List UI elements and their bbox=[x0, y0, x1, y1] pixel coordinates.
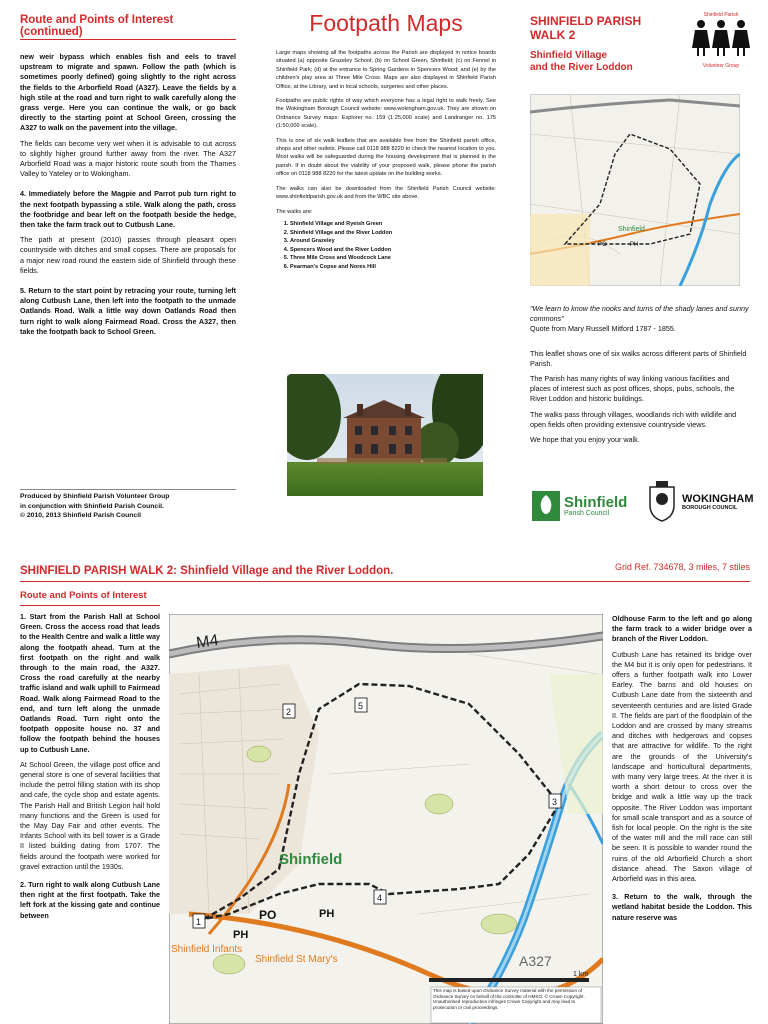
wokingham-logo-text: WOKINGHAM bbox=[682, 493, 754, 505]
step-2-continued: Oldhouse Farm to the left and go along the farm track to a wider bridge over a branch of the River Loddon. bbox=[612, 614, 752, 644]
mitford-attribution: Quote from Mary Russell Mitford 1787 - 1855. bbox=[530, 324, 676, 334]
cutbush-note: Cutbush Lane has retained its bridge over the M4 but it is only open for pedestrians. It offers a further footpath walk into Lower Earley. The barns and old houses on Cutbush Lane date from the sixteenth and seventeenth centuries and are listed Grade II. The fields are part of the floodplain of the Loddon and are crossed by many streams and ditches with hedgerows and copses that are attractive for wildlife. To the right are the grounds of the University's landscape and horticultural departments, with many very large trees. At the river it is worth a short detour to cross over the bridge and walk a little way up the track opposite. The River Loddon was important for small scale transport and as a source of fish for local people. On the right is the site of the water mill and the mill race can still be seen. It is possible to wander round the ruins of the old Arborfield Church a short distance ahead. The Saxon village of Arborfield was in this area. bbox=[612, 649, 752, 884]
banner-title: SHINFIELD PARISH WALK 2: Shinfield Village and the River Loddon. bbox=[20, 565, 394, 577]
small-map-shinfield-label: Shinfield bbox=[618, 226, 645, 233]
point-2-label: 2 bbox=[286, 707, 292, 717]
banner-rule bbox=[20, 581, 750, 582]
rights-para: Footpaths are public rights of way which everyone has a legal right to walk freely. See the Wokingham Borough Council website: www.wokingham.gov.uk. They are shown on Ordnance Survey maps: Explorer no. 159 (1:25,000 scale) and Landranger no. 175 (1:50,000 scale). bbox=[276, 98, 496, 130]
download-para: The walks can also be downloaded from the Shinfield Parish Council website: www.shinfieldparish.gov.uk and from the WBC site above. bbox=[276, 185, 496, 201]
walks-label: The walks are: bbox=[276, 208, 313, 215]
step-3: 3. Return to the walk, through the wetland habitat beside the Loddon. This nature reserve was bbox=[612, 892, 752, 922]
scale-label: 1 km bbox=[573, 971, 589, 978]
enjoy-para: We hope that you enjoy your walk. bbox=[530, 435, 640, 445]
walks-para: The walks pass through villages, woodlands rich with wildlife and open fields often providing extensive countryside views. bbox=[530, 409, 737, 429]
council-logo-text: Shinfield bbox=[564, 494, 628, 511]
point-5-label: 5 bbox=[358, 701, 364, 711]
oak-leaf-icon bbox=[532, 491, 560, 521]
para-4: 4. Immediately before the Magpie and Parrot pub turn right to the next footpath bypassing a stile. Walk along the path, cross the footbridge and bear left on the footpath beside the hedge, then take the farm track out to Cutbush Lane. bbox=[20, 189, 236, 230]
note-fields: The fields can become very wet when it is advisable to cut across to slightly higher ground further away from the river. The A327 Arborfield Road was a major historic route south from the Thames Valley to Yateley or to Wokingham. bbox=[20, 138, 236, 179]
walk-subtitle-line2: and the River Loddon bbox=[530, 62, 633, 73]
main-route-map bbox=[169, 614, 603, 1024]
bottom-left-text bbox=[20, 612, 160, 1024]
step-1: 1. Start from the Parish Hall at School Green. Cross the access road that leads to the Health Centre and walk a little way along the footpath ahead. Turn at the first footpath on the right and walk through to the main road, the A327. Cross the road carefully at the nearby traffic island and walk uphill to Fairmead Road. Walk along Fairmead Road to the end, and turn left along the unmade Oatlands Road. Turn right onto the footpath opposite house no. 37 and follow the footpath behind the houses up to Cutbush Lane. bbox=[20, 612, 160, 754]
crest-icon bbox=[646, 481, 678, 523]
credit-line-1: Produced by Shinfield Parish Volunteer Group bbox=[20, 493, 170, 500]
para-5: 5. Return to the start point by retracing your route, turning left along Cutbush Lane, then left into the footpath to the unmade Oatlands Road. Walk a little way down Oatlands Road then turn right to walk along Fairmead Road. Cross the A327, then take the footpath back to School Green. bbox=[20, 286, 236, 336]
walk-item: 2. Shinfield Village and the River Loddon bbox=[290, 229, 496, 238]
heading-rule bbox=[20, 39, 236, 40]
st-marys-label: Shinfield St Mary's bbox=[255, 954, 338, 965]
route-heading-rule bbox=[20, 605, 160, 606]
small-map-po-label: PO bbox=[598, 242, 607, 248]
school-green-note: At School Green, the village post office and general store is one of several facilities that include the petrol filling station with its shop and cafe, the cycle shop and estate agents. The Parish Hall and British Legion hall hold many functions and the Green is used for the May Day Fair and other events. The Infants School with its bell tower is a Grade II listed building dating from 1707. The fields around the footpath were worked for gravel extraction until the 1930s. bbox=[20, 759, 160, 871]
shinfield-council-logo bbox=[532, 488, 636, 524]
mitford-quote: "We learn to know the nooks and turns of the shady lanes and sunny commons" bbox=[530, 304, 749, 324]
walk-item: 5. Three Mile Cross and Woodcock Lane bbox=[290, 254, 496, 263]
map-copyright: This map is based upon Ordnance Survey material with the permission of Ordnance Survey on behalf of the controller of HMSO. © Crown Copyright. Unauthorised reproduction infringes Crown Copyright and may lead to prosecution or civil proceedings. bbox=[433, 988, 585, 1010]
infants-label: Shinfield Infants bbox=[171, 944, 243, 955]
walk-title-line1: SHINFIELD PARISH bbox=[530, 14, 642, 28]
house-photo bbox=[287, 374, 483, 496]
walk-item: 6. Pearman's Copse and Nores Hill bbox=[290, 263, 496, 272]
continued-heading: Route and Points of Interest (continued) bbox=[20, 14, 174, 38]
point-4-label: 4 bbox=[377, 893, 383, 903]
bottom-right-text bbox=[612, 614, 752, 1024]
walk-title-line2: WALK 2 bbox=[530, 28, 576, 42]
point-3-label: 3 bbox=[552, 797, 558, 807]
small-map-ph-label: PH bbox=[630, 242, 639, 248]
po-label: PO bbox=[259, 908, 277, 922]
walks-list bbox=[276, 220, 496, 272]
left-top-text bbox=[20, 52, 236, 342]
leaflets-para: This is one of six walk leaflets that are available free from the Shinfield parish office, shops and other outlets. Please call 0118 988 8220 to check the nearest location to you. Most walks will be safeguarded during the housing development that is planned in the parish. If in doubt about the viability of your proposed walk, please phone the parish office on 0118 988 8220 for the latest update on the building works. bbox=[276, 137, 496, 178]
volunteer-logo-bottom: Volunteer Group bbox=[702, 63, 740, 69]
right-top-text bbox=[530, 304, 752, 450]
para-3-continued: new weir bypass which enables fish and eels to travel upstream to migrate and spawn. Follow the path (which is sometimes poorly defined) going slightly to the right across the fields to the Arborfield Road (A327). Leave the fields by a high stile at the road and turn right to walk carefully along the grass verge. Here you can continue the walk, or go back directly to the starting point at School Green, crossing the A327 to walk on the pavement into the village. bbox=[20, 52, 236, 133]
banner-grid-ref: Grid Ref. 734678, 3 miles, 7 stiles bbox=[614, 562, 750, 572]
walk-item: 4. Spencers Wood and the River Loddon bbox=[290, 246, 496, 255]
walk-item: 1. Shinfield Village and Ryeish Green bbox=[290, 220, 496, 229]
credit-rule bbox=[20, 489, 236, 490]
step-2: 2. Turn right to walk along Cutbush Lane then right at the first footpath. Take the left fork at the kissing gate and continue between bbox=[20, 880, 160, 920]
m4-label: M4 bbox=[195, 632, 220, 652]
small-route-map bbox=[530, 94, 740, 286]
volunteer-logo-top: Shinfield Parish bbox=[703, 12, 739, 18]
credit-line-3: © 2010, 2013 Shinfield Parish Council bbox=[20, 512, 141, 519]
left-top-column bbox=[20, 14, 236, 534]
council-logo-subtext: Parish Council bbox=[564, 510, 610, 517]
maps-para: Large maps showing all the footpaths across the Parish are displayed in notice boards situated (a) opposite Grazeley School; (b) on School Green, Shinfield; (c) on Fennel in Shinfield Park; (d) at the entrance to Spring Gardens in Spencers Wood; and (e) by the children's play area at Three Mile Cross. Maps are also displayed in Shinfield Parish Office, at the Library, and in local schools, surgeries and other places. bbox=[276, 50, 496, 90]
note-path: The path at present (2010) passes through pleasant open countryside with ditches and small copses. There are proposals for a major new road round the eastern side of Shinfield through these fields. bbox=[20, 235, 236, 275]
a327-label: A327 bbox=[519, 953, 552, 969]
people-icon bbox=[691, 18, 751, 58]
leaflet-para: This leaflet shows one of six walks across different parts of Shinfield Parish. bbox=[530, 348, 747, 368]
bottom-banner bbox=[20, 561, 750, 577]
volunteer-logo bbox=[690, 12, 752, 82]
credit-line-2: in conjunction with Shinfield Parish Council. bbox=[20, 502, 164, 510]
shinfield-label: Shinfield bbox=[279, 851, 343, 868]
walk-item: 3. Around Grazeley bbox=[290, 237, 496, 246]
wokingham-logo bbox=[646, 480, 756, 524]
parish-para: The Parish has many rights of way linking various facilities and places of interest such as post offices, shops, pubs, schools, the River Loddon and historic buildings. bbox=[530, 374, 735, 404]
ph-label-east: PH bbox=[319, 908, 335, 920]
middle-top-text bbox=[276, 49, 496, 216]
ph-label-west: PH bbox=[233, 929, 249, 941]
footpath-maps-title: Footpath Maps bbox=[309, 10, 463, 36]
route-heading: Route and Points of Interest bbox=[20, 590, 147, 601]
walk-subtitle-line1: Shinfield Village bbox=[530, 50, 608, 61]
credits bbox=[20, 492, 236, 521]
point-1-label: 1 bbox=[196, 917, 202, 927]
wokingham-logo-subtext: BOROUGH COUNCIL bbox=[682, 505, 738, 511]
